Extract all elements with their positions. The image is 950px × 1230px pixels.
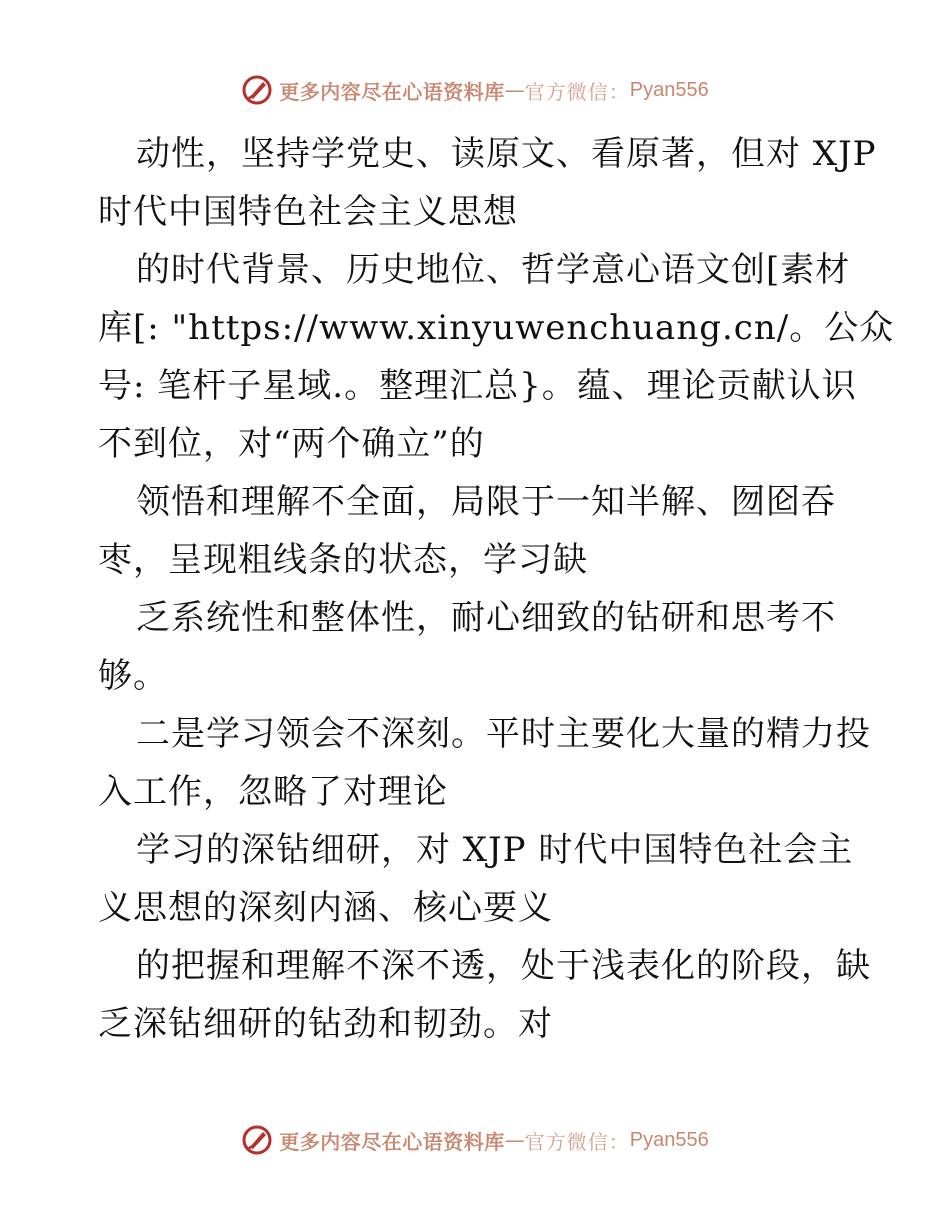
text-line: 学习的深钻细研，对 XJP 时代中国特色社会主 (136, 830, 854, 870)
footer-banner (0, 1120, 950, 1160)
text-line: 枣，呈现粗线条的状态，学习缺 (98, 540, 588, 580)
text-line: 号: 笔杆子星域.。整理汇总}。蕴、理论贡献认识 (98, 366, 857, 406)
text-line: 时代中国特色社会主义思想 (98, 192, 518, 232)
text-line: 领悟和理解不全面，局限于一知半解、囫囵吞 (136, 482, 836, 522)
quill-logo-icon (241, 1124, 273, 1156)
banner-lead-text: 更多内容尽在心语资料库 (279, 79, 505, 104)
header-banner (0, 70, 950, 110)
banner-wechat-label: 官方微信： (524, 1129, 630, 1154)
banner-lead-text: 更多内容尽在心语资料库 (279, 1129, 505, 1154)
banner-wechat-label: 官方微信： (524, 79, 630, 104)
banner-wechat-handle: Pyan556 (629, 78, 709, 101)
text-line: 够。 (98, 656, 168, 696)
text-line: 入工作，忽略了对理论 (98, 772, 448, 812)
banner-wechat-handle: Pyan556 (629, 1128, 709, 1151)
text-line: 动性，坚持学党史、读原文、看原著，但对 XJP (136, 134, 877, 174)
banner-dash: — (504, 78, 525, 102)
banner-dash: — (504, 1128, 525, 1152)
text-line: 乏深钻细研的钻劲和韧劲。对 (98, 1004, 553, 1044)
text-line: 二是学习领会不深刻。平时主要化大量的精力投 (136, 714, 871, 754)
text-line: 乏系统性和整体性，耐心细致的钻研和思考不 (136, 598, 836, 638)
text-line: 库[: "https://www.xinyuwenchuang.cn/。公众 (98, 308, 895, 348)
text-line: 义思想的深刻内涵、核心要义 (98, 888, 553, 928)
text-line: 的时代背景、历史地位、哲学意心语文创[素材 (136, 250, 851, 290)
quill-logo-icon (241, 74, 273, 106)
text-line: 不到位，对“两个确立”的 (98, 424, 485, 464)
document-body (98, 125, 895, 1053)
text-line: 的把握和理解不深不透，处于浅表化的阶段，缺 (136, 946, 871, 986)
